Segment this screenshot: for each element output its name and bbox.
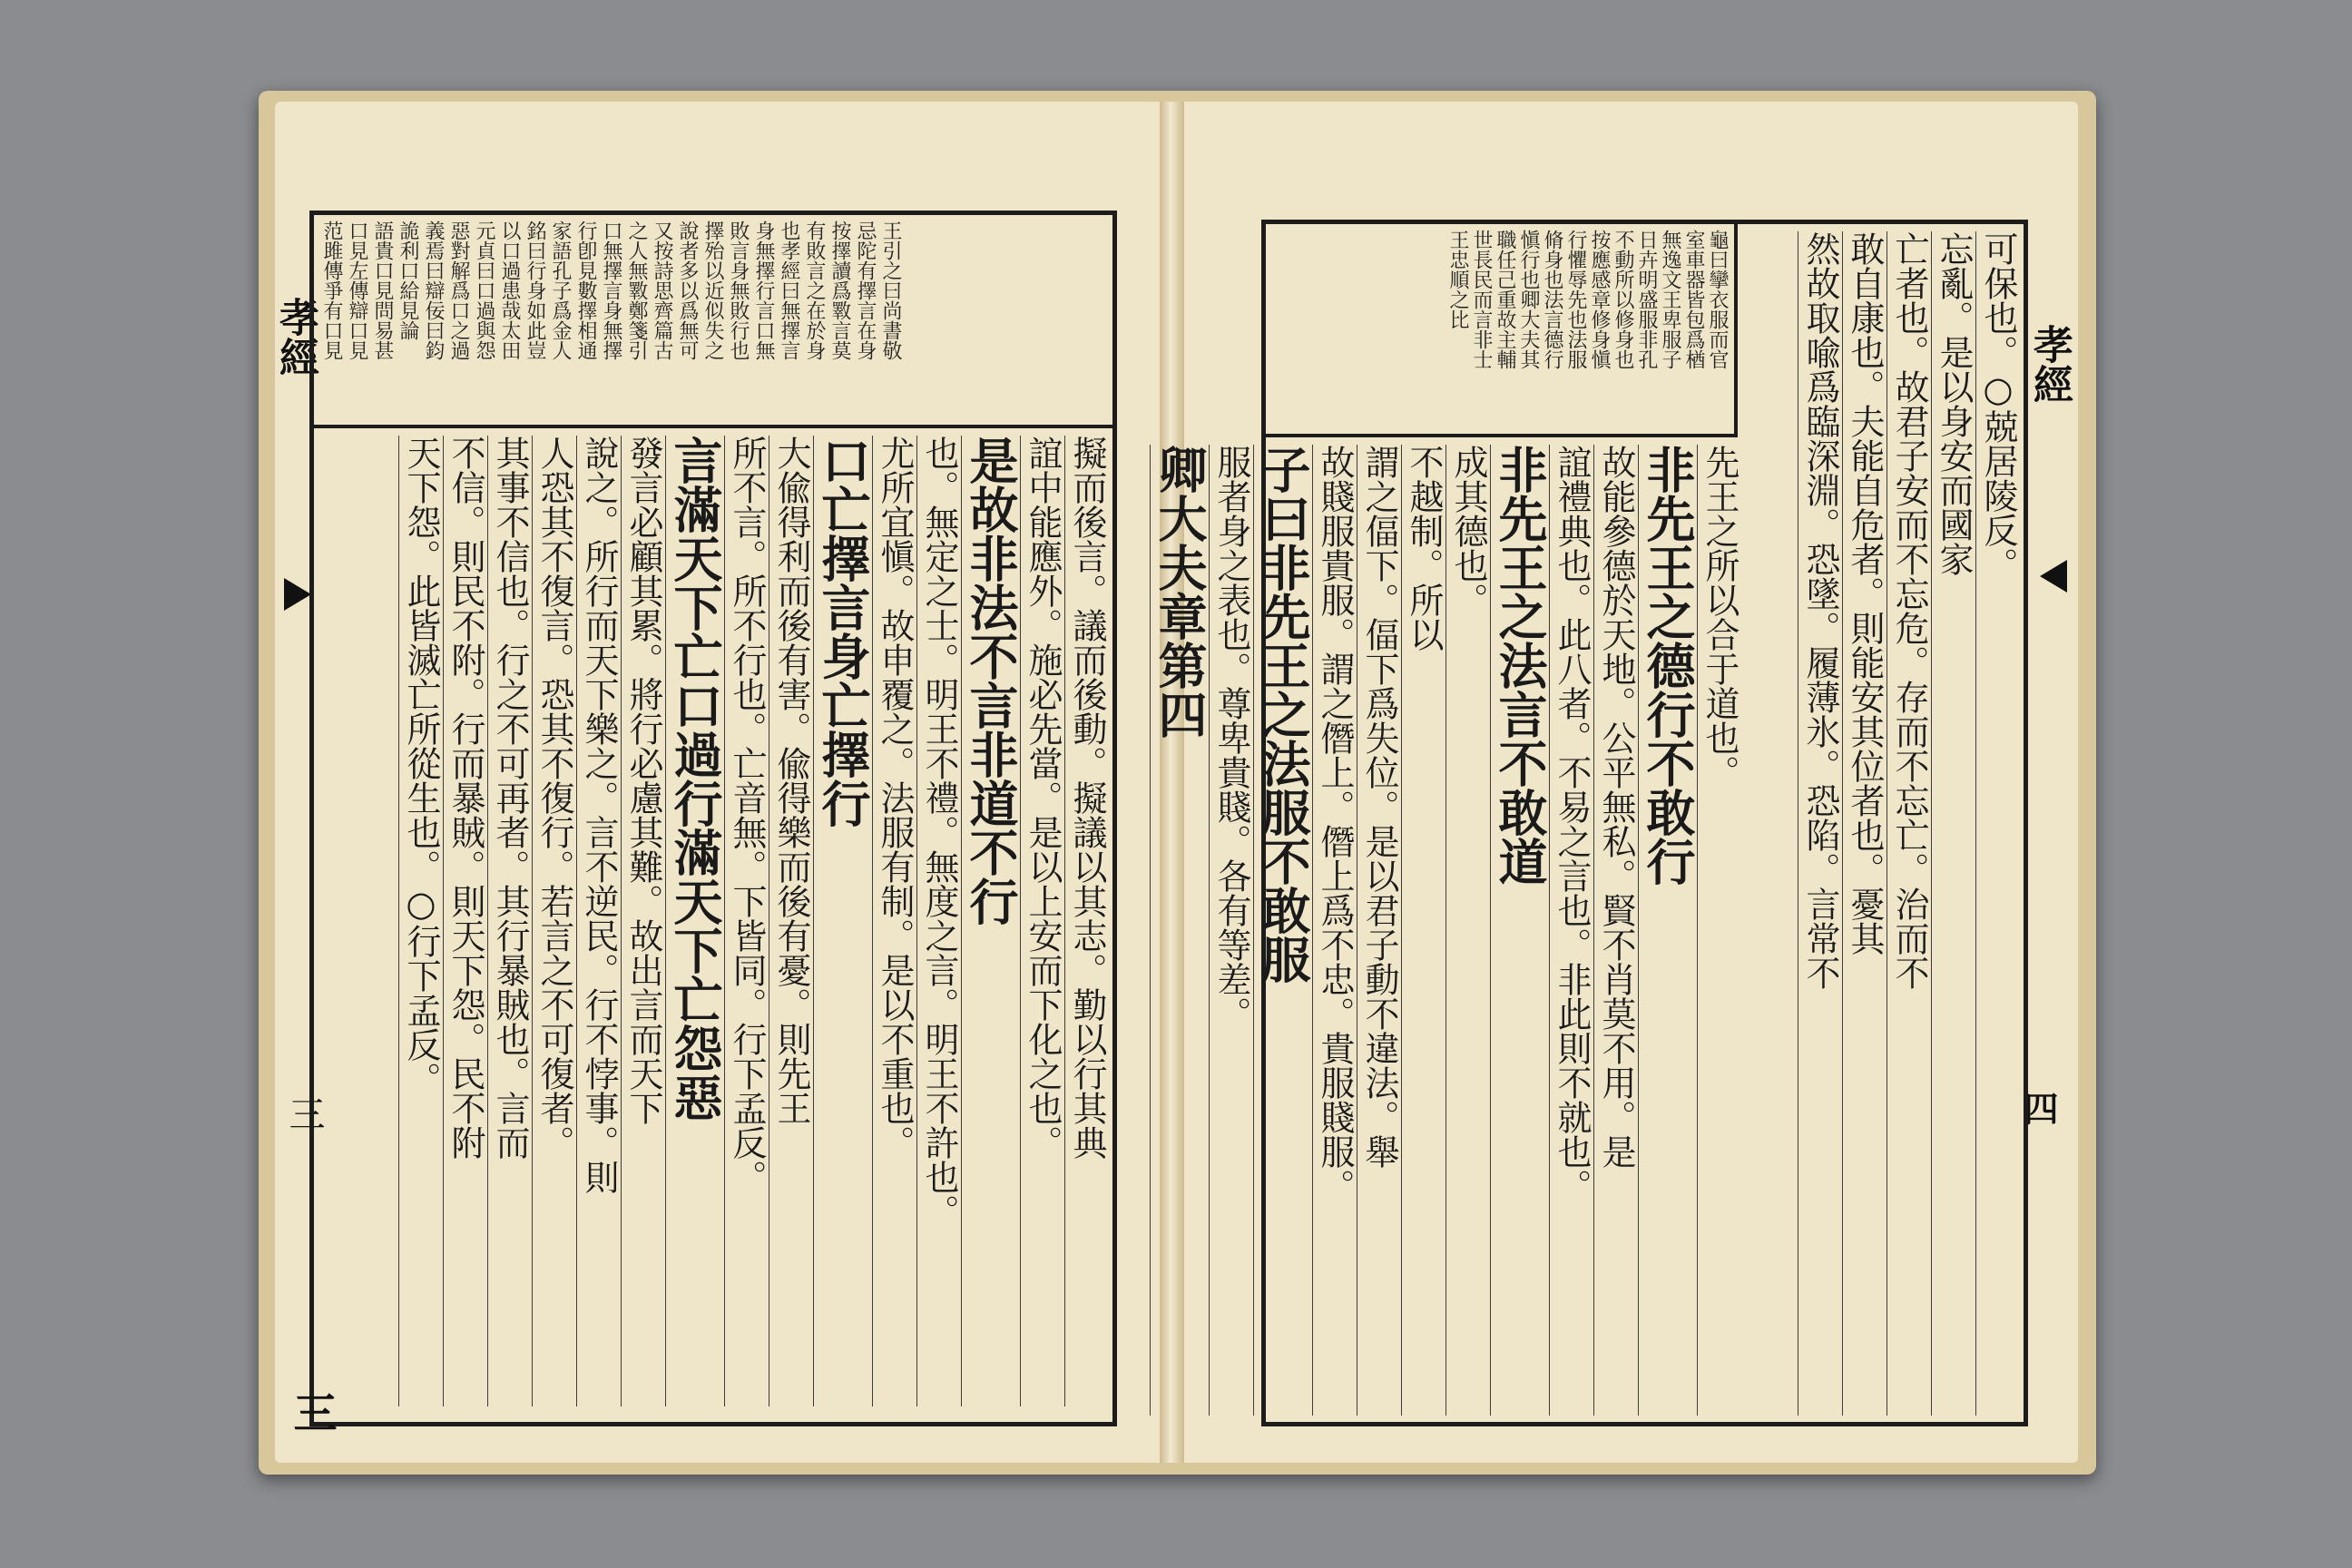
header-note-column: 龜曰攣衣服而官 <box>1706 230 1729 369</box>
text-column-commentary: 成其德也。 <box>1446 445 1490 1416</box>
text-column-main-text: 言滿天下亡口過行滿天下亡怨惡 <box>665 436 724 1406</box>
header-note-column: 日卉明盛服非孔 <box>1635 230 1658 369</box>
header-note-column: 元貞曰口過與怨 <box>473 220 495 360</box>
header-note-column: 銘曰行身如此豈 <box>524 220 546 360</box>
header-note-column: 不動所以修身也 <box>1612 230 1634 369</box>
header-note-column: 王引之曰尚書敬 <box>879 220 902 360</box>
text-column-commentary: 不信。則民不附。行而暴賊。則天下怨。民不附 <box>443 436 487 1406</box>
text-column-main-text: 卿大夫章第四 <box>1150 445 1209 1416</box>
text-column-commentary: 先王之所以合于道也。 <box>1697 445 1741 1416</box>
right-margin-title: 孝經 <box>2026 324 2073 404</box>
header-note-column: 擇殆以近似失之 <box>701 220 724 360</box>
text-column-commentary: 敢自康也。夫能自危者。則能安其位者也。憂其 <box>1842 231 1886 1416</box>
header-note-column: 脩身也法言德行 <box>1541 230 1563 369</box>
header-note-column: 也孝經曰無擇言 <box>778 220 800 360</box>
right-lower-columns <box>1151 437 1745 1422</box>
text-column-commentary: 擬而後言。議而後動。擬議以其志。勤以行其典 <box>1064 436 1109 1406</box>
header-note-column: 愼行也卿大夫其 <box>1517 230 1540 369</box>
right-page <box>1151 102 2078 1463</box>
text-column-commentary: 謂之偪下。偪下爲失位。是以君子動不違法。舉 <box>1357 445 1401 1416</box>
open-book <box>259 91 2096 1475</box>
header-note-column: 世長民而言非士 <box>1470 230 1493 369</box>
text-column-main-text: 是故非法不言非道不行 <box>961 436 1020 1406</box>
text-column-commentary: 然故取喩爲臨深淵。恐墜。履薄氷。恐陷。言常不 <box>1798 231 1842 1416</box>
left-fishtail-mark <box>284 578 311 611</box>
left-text-columns <box>314 428 1112 1422</box>
left-print-frame <box>309 211 1117 1426</box>
header-note-column: 職任己重故主輔 <box>1494 230 1516 369</box>
header-note-column: 惡對解爲口之過 <box>447 220 470 360</box>
right-folio: 四 <box>2018 1091 2059 1125</box>
text-column-commentary: 天下怨。此皆滅亡所從生也。○行下孟反。 <box>398 436 443 1406</box>
header-note-column: 身無擇行言口無 <box>752 220 775 360</box>
header-note-column: 忌陀有擇言在身 <box>854 220 877 360</box>
text-column-commentary: 忘亂。是以身安而國家 <box>1931 231 1975 1416</box>
left-folio: 三 <box>286 1390 337 1434</box>
header-note-column: 按應感章修身愼 <box>1588 230 1611 369</box>
left-header-notes <box>314 215 1112 428</box>
header-note-column: 有敗言之在於身 <box>803 220 826 360</box>
header-note-column: 按擇讀爲斁言莫 <box>828 220 851 360</box>
header-note-column: 無逸文王卑服子 <box>1659 230 1681 369</box>
header-note-column: 義焉曰辯佞曰鈞 <box>422 220 445 360</box>
text-column-commentary: 可保也。○兢居陵反。 <box>1975 231 2020 1416</box>
text-column-commentary: 亡者也。故君子安而不忘危。存而不忘亡。治而不 <box>1886 231 1931 1416</box>
text-column-commentary: 尤所宜愼。故申覆之。法服有制。是以不重也。 <box>872 436 916 1406</box>
text-column-main-text: 非先王之法言不敢道 <box>1490 445 1549 1416</box>
text-column-commentary: 誼禮典也。此八者。不易之言也。非此則不就也。 <box>1549 445 1593 1416</box>
header-note-column: 之人無斁鄭箋引 <box>625 220 648 360</box>
text-column-commentary: 人恐其不復言。恐其不復行。若言之不可復者。 <box>532 436 576 1406</box>
header-note-column: 又按詩思齊篇古 <box>651 220 673 360</box>
text-column-commentary: 其事不信也。行之不可再者。其行暴賊也。言而 <box>487 436 532 1406</box>
left-page <box>272 102 1160 1463</box>
header-note-column: 詭利口給見論 <box>397 220 419 340</box>
text-column-commentary: 發言必顧其累。將行必慮其難。故出言而天下 <box>621 436 665 1406</box>
text-column-main-text: 子曰非先王之法服不敢服 <box>1253 445 1312 1416</box>
header-note-column: 語貴口見問易甚 <box>371 220 394 360</box>
header-note-column: 行卽見數擇相通 <box>574 220 597 360</box>
text-column-commentary: 故能參德於天地。公平無私。賢不肖莫不用。是 <box>1593 445 1638 1416</box>
header-note-column: 以口過患哉太田 <box>498 220 521 360</box>
text-column-commentary: 所不言。所不行也。亡音無。下皆同。行下孟反。 <box>724 436 769 1406</box>
header-note-column: 口無擇言身無擇 <box>600 220 622 360</box>
text-column-commentary: 故賤服貴服。謂之僭上。僭上爲不忠。貴服賤服。 <box>1312 445 1357 1416</box>
text-column-commentary: 說之。所行而天下樂之。言不逆民。行不悖事。則 <box>576 436 621 1406</box>
header-note-column: 行懼辱先也法服 <box>1564 230 1587 369</box>
header-note-column: 敗言身無敗行也 <box>727 220 750 360</box>
right-fishtail-mark <box>2040 560 2067 593</box>
header-note-column: 王忠順之比 <box>1446 230 1469 329</box>
text-column-main-text: 非先王之德行不敢行 <box>1638 445 1697 1416</box>
header-note-column: 口見左傳辯口見 <box>346 220 368 360</box>
header-note-column: 家語孔子爲金人 <box>549 220 572 360</box>
left-section-mark: 三 <box>283 1095 325 1132</box>
right-print-frame <box>1151 220 2028 1426</box>
right-full-columns <box>1738 224 2024 1422</box>
text-column-commentary: 服者身之表也。尊卑貴賤。各有等差。 <box>1209 445 1253 1416</box>
header-note-column: 室車器皆包爲楢 <box>1682 230 1705 369</box>
text-column-main-text: 口亡擇言身亡擇行 <box>813 436 872 1406</box>
text-column-commentary: 不越制。所以 <box>1401 445 1446 1416</box>
text-column-commentary: 大偸得利而後有害。偸得樂而後有憂。則先王 <box>769 436 813 1406</box>
header-note-column: 范雎傳爭有口見 <box>320 220 343 360</box>
text-column-commentary: 誼中能應外。施必先當。是以上安而下化之也。 <box>1020 436 1064 1406</box>
header-note-column: 說者多以爲無可 <box>676 220 699 360</box>
left-margin-title: 孝經 <box>272 297 318 377</box>
right-header-notes <box>1266 224 1738 437</box>
text-column-commentary: 也。無定之士。明王不禮。無度之言。明王不許也。 <box>916 436 961 1406</box>
